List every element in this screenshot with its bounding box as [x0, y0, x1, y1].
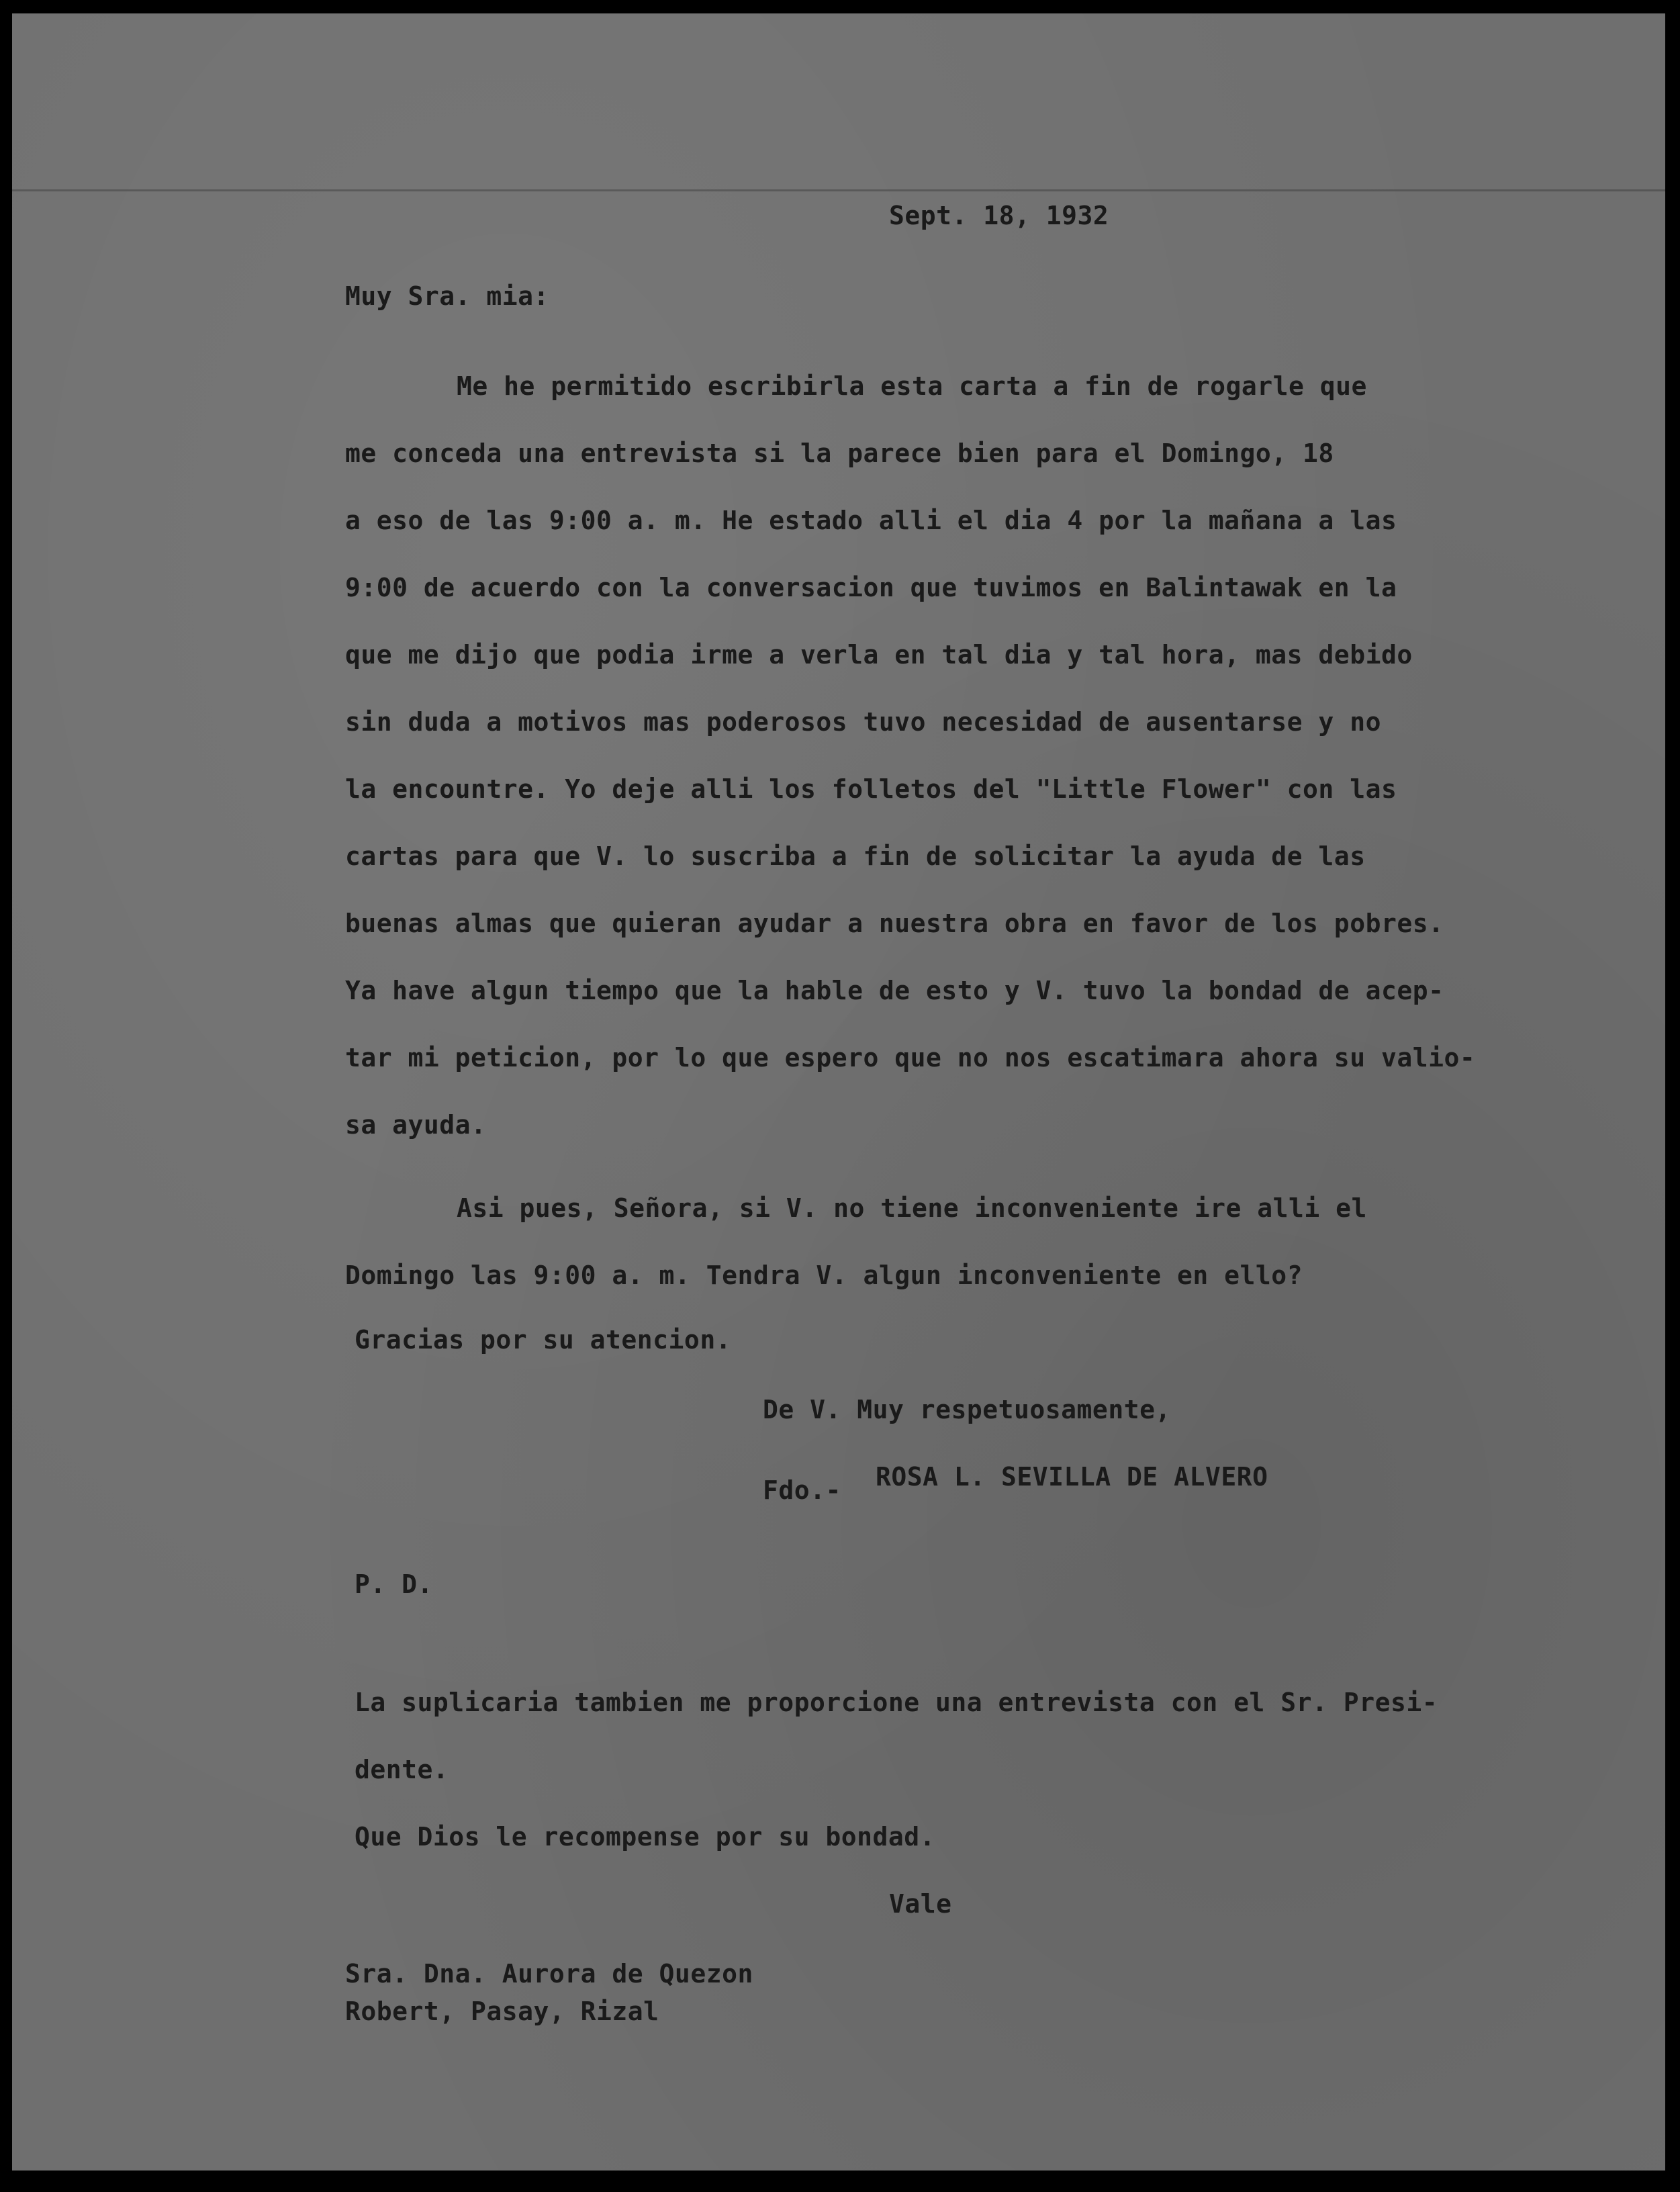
paragraph1-line: sin duda a motivos mas poderosos tuvo necesidad de ausentarse y no — [345, 707, 1381, 737]
signature-name: ROSA L. SEVILLA DE ALVERO — [876, 1462, 1268, 1492]
paragraph1-line: 9:00 de acuerdo con la conversacion que tuvimos en Balintawak en la — [345, 573, 1397, 602]
paragraph1-line: tar mi peticion, por lo que espero que no nos escatimara ahora su valio- — [345, 1043, 1476, 1072]
paragraph2-line: Gracias por su atencion. — [355, 1325, 732, 1355]
recipient-line: Robert, Pasay, Rizal — [345, 1997, 659, 2026]
paragraph1-line: Ya have algun tiempo que la hable de esto y V. tuvo la bondad de acep- — [345, 976, 1444, 1005]
postscript-line: dente. — [355, 1755, 449, 1784]
paragraph1-line: que me dijo que podia irme a verla en tal dia y tal hora, mas debido — [345, 640, 1413, 670]
paragraph1-line: me conceda una entrevista si la parece bien para el Domingo, 18 — [345, 439, 1334, 468]
paragraph1-line: Me he permitido escribirla esta carta a fin de rogarle que — [457, 371, 1367, 401]
paragraph1-line: buenas almas que quieran ayudar a nuestra obra en favor de los pobres. — [345, 909, 1444, 938]
paragraph1-line: sa ayuda. — [345, 1110, 487, 1140]
paragraph2-line: Domingo las 9:00 a. m. Tendra V. algun inconveniente en ello? — [345, 1261, 1303, 1290]
closing: De V. Muy respetuosamente, — [763, 1395, 1171, 1424]
salutation: Muy Sra. mia: — [345, 281, 549, 311]
paragraph1-line: la encountre. Yo deje alli los folletos del "Little Flower" con las — [345, 774, 1397, 804]
paragraph2-line: Asi pues, Señora, si V. no tiene inconveniente ire alli el — [457, 1193, 1367, 1223]
letter-date: Sept. 18, 1932 — [889, 201, 1109, 230]
signature-prefix: Fdo.- — [763, 1475, 841, 1505]
vale: Vale — [889, 1889, 952, 1919]
postscript-line: Que Dios le recompense por su bondad. — [355, 1822, 935, 1852]
postscript-label: P. D. — [355, 1569, 433, 1599]
recipient-line: Sra. Dna. Aurora de Quezon — [345, 1959, 753, 1989]
letter-page — [12, 13, 1665, 2171]
paragraph1-line: cartas para que V. lo suscriba a fin de solicitar la ayuda de las — [345, 841, 1366, 871]
paragraph1-line: a eso de las 9:00 a. m. He estado alli el dia 4 por la mañana a las — [345, 506, 1397, 535]
fold-line — [12, 189, 1665, 191]
postscript-line: La suplicaria tambien me proporcione una entrevista con el Sr. Presi- — [355, 1688, 1438, 1717]
